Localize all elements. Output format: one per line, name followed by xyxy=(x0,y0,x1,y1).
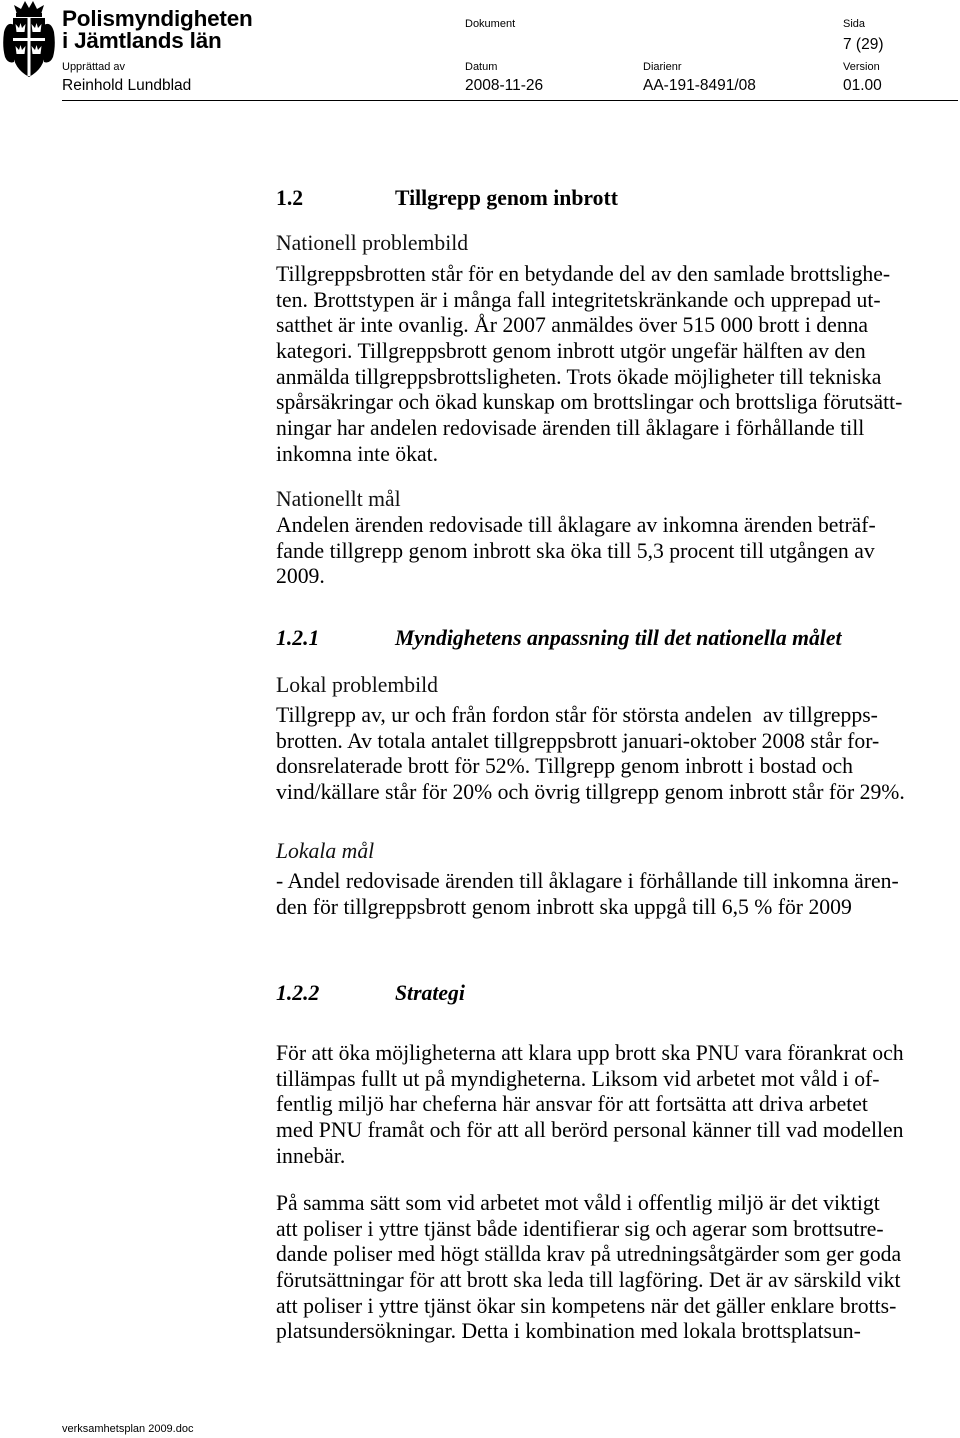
police-crest-icon xyxy=(3,0,55,78)
paragraph-line: fande tillgrepp genom inbrott ska öka till 5,3 procent till utgången av xyxy=(276,538,875,563)
paragraph-line: ningar har andelen redovisade ärenden till åklagare i förhållande till xyxy=(276,416,865,441)
paragraph-line: den för tillgreppsbrott genom inbrott ska uppgå till 6,5 % för 2009 xyxy=(276,894,852,919)
subsection-title: Myndighetens anpassning till det nationella målet xyxy=(395,626,842,650)
document-label: Dokument xyxy=(465,18,516,30)
paragraph-line: 2009. xyxy=(276,564,325,589)
paragraph-line: innebär. xyxy=(276,1143,346,1168)
paragraph-line: dande poliser med högt ställda krav på utredningsåtgärder som ger goda xyxy=(276,1242,902,1267)
version-label: Version xyxy=(843,61,880,73)
section-title: Tillgrepp genom inbrott xyxy=(395,186,618,210)
header-divider xyxy=(62,100,958,101)
date-value: 2008-11-26 xyxy=(465,77,544,94)
paragraph-line: att poliser i yttre tjänst ökar sin kompetens när det gäller enklare brotts- xyxy=(276,1293,897,1318)
paragraph-line: anmälda tillgreppsbrottsligheten. Trots ökade möjligheter till tekniska xyxy=(276,364,882,389)
organization-name-line-2: i Jämtlands län xyxy=(62,28,222,53)
paragraph-line: att poliser i yttre tjänst både identifierar sig och agerar som brottsutre- xyxy=(276,1216,884,1241)
subsection-number: 1.2.2 xyxy=(276,981,320,1005)
national-problem-heading: Nationell problembild xyxy=(276,231,469,255)
subsection-number: 1.2.1 xyxy=(276,626,320,650)
paragraph-line: spårsäkringar och ökad kunskap om brottslingar och brottsliga förutsätt- xyxy=(276,390,903,415)
local-goals-heading: Lokala mål xyxy=(276,839,375,863)
paragraph-line: brotten. Av totala antalet tillgreppsbrott januari-oktober 2008 står for- xyxy=(276,728,880,753)
strategy-paragraph-2 xyxy=(276,1191,956,1345)
paragraph-line: satthet är inte ovanlig. År 2007 anmäldes över 515 000 brott i denna xyxy=(276,313,869,338)
paragraph-line: Andelen ärenden redovisade till åklagare av inkomna ärenden beträf- xyxy=(276,513,876,537)
author-value: Reinhold Lundblad xyxy=(62,77,192,94)
date-label: Datum xyxy=(465,61,498,73)
registration-value: AA-191-8491/08 xyxy=(643,77,756,94)
paragraph-line: ten. Brottstypen är i många fall integritetskränkande och upprepad ut- xyxy=(276,287,881,312)
paragraph-line: Tillgreppsbrotten står för en betydande del av den samlade brottslighe- xyxy=(276,262,891,286)
page-label: Sida xyxy=(843,18,866,30)
paragraph-line: vind/källare står för 20% och övrig tillgrepp genom inbrott står för 29%. xyxy=(276,780,905,805)
paragraph-line: platsundersökningar. Detta i kombination med lokala brottsplatsun- xyxy=(276,1319,861,1344)
paragraph-line: tillämpas fullt ut på myndigheterna. Liksom vid arbetet mot våld i of- xyxy=(276,1066,880,1091)
paragraph-line: För att öka möjligheterna att klara upp brott ska PNU vara förankrat och xyxy=(276,1041,904,1065)
paragraph-line: - Andel redovisade ärenden till åklagare i förhållande till inkomna ären- xyxy=(276,869,899,893)
paragraph-line: inkomna inte ökat. xyxy=(276,441,439,466)
local-goals-paragraph xyxy=(276,869,956,920)
local-problem-heading: Lokal problembild xyxy=(276,673,439,697)
local-problem-paragraph xyxy=(276,703,956,806)
version-value: 01.00 xyxy=(843,77,882,94)
page-number: 7 (29) xyxy=(843,36,884,53)
organization-name xyxy=(62,8,253,52)
paragraph-line: fentlig miljö har cheferna här ansvar för att fortsätta att driva arbetet xyxy=(276,1092,868,1117)
paragraph-line: förutsättningar för att brott ska leda till lagföring. Det är av särskild vikt xyxy=(276,1268,901,1293)
paragraph-line: donsrelaterade brott för 52%. Tillgrepp genom inbrott i bostad och xyxy=(276,754,854,779)
paragraph-line: kategori. Tillgreppsbrott genom inbrott utgör ungefär hälften av den xyxy=(276,339,866,364)
paragraph-line: med PNU framåt och för att all berörd personal känner till vad modellen xyxy=(276,1118,904,1143)
subsection-title: Strategi xyxy=(395,981,465,1005)
footer-filename: verksamhetsplan 2009.doc xyxy=(62,1423,194,1435)
national-goal-paragraph xyxy=(276,513,956,590)
national-problem-paragraph xyxy=(276,262,956,468)
organization-name-line-1: Polismyndigheten xyxy=(62,6,253,31)
section-number: 1.2 xyxy=(276,186,304,210)
paragraph-line: På samma sätt som vid arbetet mot våld i offentlig miljö är det viktigt xyxy=(276,1191,880,1215)
strategy-paragraph-1 xyxy=(276,1041,956,1169)
author-label: Upprättad av xyxy=(62,61,125,73)
paragraph-line: Tillgrepp av, ur och från fordon står för största andelen av tillgrepps- xyxy=(276,703,878,727)
registration-label: Diarienr xyxy=(643,61,682,73)
national-goal-heading: Nationellt mål xyxy=(276,487,401,511)
